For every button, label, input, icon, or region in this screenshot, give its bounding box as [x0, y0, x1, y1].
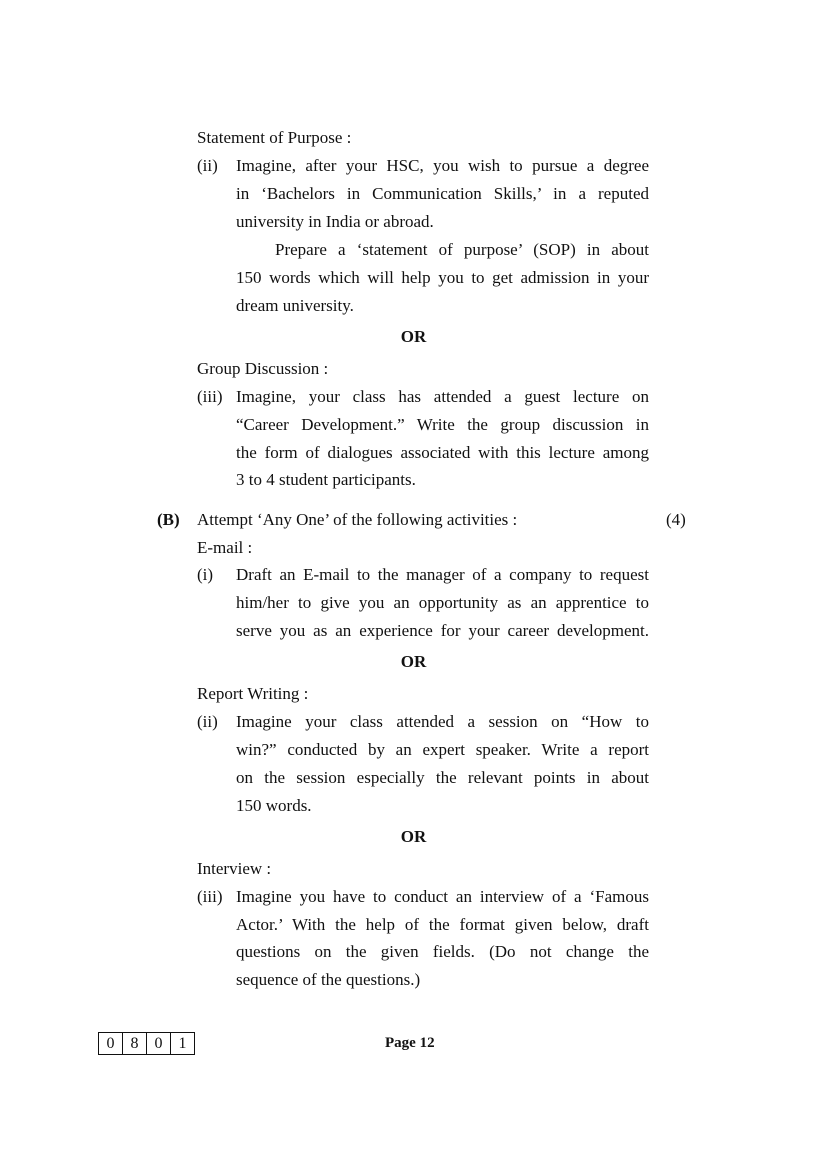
email-heading: E-mail :	[197, 538, 253, 557]
report-heading: Report Writing :	[197, 684, 309, 703]
interview-line-4: sequence of the questions.)	[236, 970, 421, 989]
paper-code-digit: 8	[123, 1033, 147, 1054]
report-line-1: Imagine your class attended a session on “How to	[236, 712, 649, 731]
report-line-3: on the session especially the relevant points in about	[236, 768, 649, 787]
gd-line-2: “Career Development.” Write the group discussion in	[236, 415, 649, 434]
paper-code-box	[98, 1032, 195, 1055]
email-number: (i)	[197, 565, 214, 584]
email-line-1: Draft an E-mail to the manager of a company to request	[236, 565, 649, 584]
gd-line-1: Imagine, your class has attended a guest lecture on	[236, 387, 649, 406]
gd-number: (iii)	[197, 387, 223, 406]
sop-line-1: Imagine, after your HSC, you wish to pursue a degree	[236, 156, 649, 175]
page-number: Page 12	[385, 1035, 435, 1051]
or-separator-2: OR	[400, 652, 427, 671]
section-b-marks: (4)	[666, 510, 686, 529]
gd-heading: Group Discussion :	[197, 359, 329, 378]
report-line-4: 150 words.	[236, 796, 312, 815]
interview-line-3: questions on the given fields. (Do not change the	[236, 942, 649, 961]
gd-line-3: the form of dialogues associated with this lecture among	[236, 443, 649, 462]
paper-code-digit: 0	[99, 1033, 123, 1054]
sop-line-3: university in India or abroad.	[236, 212, 434, 231]
interview-line-2: Actor.’ With the help of the format given below, draft	[236, 915, 649, 934]
sop-line-4: Prepare a ‘statement of purpose’ (SOP) in about	[275, 240, 649, 259]
report-number: (ii)	[197, 712, 218, 731]
sop-line-6: dream university.	[236, 296, 354, 315]
or-separator-3: OR	[400, 827, 427, 846]
sop-number: (ii)	[197, 156, 218, 175]
paper-code-digit: 1	[178, 1035, 187, 1052]
report-line-2: win?” conducted by an expert speaker. Write a report	[236, 740, 649, 759]
interview-heading: Interview :	[197, 859, 272, 878]
section-b-label: (B)	[157, 510, 180, 529]
or-separator-1: OR	[400, 327, 427, 346]
interview-number: (iii)	[197, 887, 223, 906]
email-line-2: him/her to give you an opportunity as an apprentice to	[236, 593, 649, 612]
interview-line-1: Imagine you have to conduct an interview of a ‘Famous	[236, 887, 649, 906]
sop-heading: Statement of Purpose :	[197, 128, 352, 147]
email-line-3: serve you as an experience for your career development.	[236, 621, 649, 640]
gd-line-4: 3 to 4 student participants.	[236, 470, 416, 489]
sop-line-5: 150 words which will help you to get admission in your	[236, 268, 649, 287]
section-b-instruction: Attempt ‘Any One’ of the following activities :	[197, 510, 518, 529]
paper-code-digit: 0	[147, 1033, 171, 1054]
sop-line-2: in ‘Bachelors in Communication Skills,’ in a reputed	[236, 184, 649, 203]
